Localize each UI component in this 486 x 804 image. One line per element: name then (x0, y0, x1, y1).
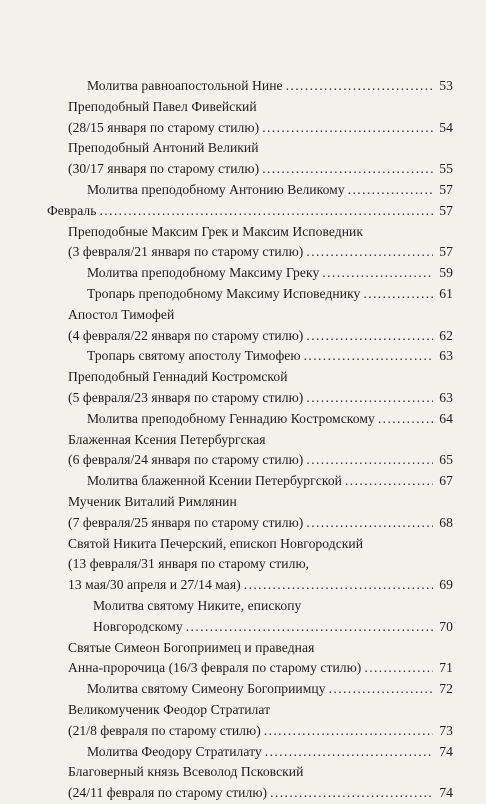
toc-entry (0, 388, 486, 409)
toc-entry-continued (0, 222, 486, 243)
toc-entry-continued (0, 367, 486, 388)
toc-page-number: 57 (439, 202, 453, 218)
dot-leader (265, 742, 433, 763)
toc-entry (0, 575, 486, 596)
dot-leader (306, 388, 433, 409)
toc-entry (0, 159, 486, 180)
toc-entry-title: Молитва равноапостольной Нине (87, 78, 283, 93)
toc-entry (0, 242, 486, 263)
toc-entry-continued (0, 700, 486, 721)
toc-entry-title: (7 февраля/25 января по старому стилю) (68, 514, 304, 530)
toc-page-number: 53 (439, 78, 453, 93)
dot-leader (329, 679, 433, 700)
toc-entry (0, 409, 486, 430)
toc-page-number: 57 (439, 244, 453, 260)
toc-entry (0, 742, 486, 763)
toc-entry-title: Молитва Феодору Стратилату (87, 743, 262, 759)
toc-page-number: 63 (439, 389, 453, 405)
toc-page-number: 74 (439, 743, 453, 759)
toc-page-number: 71 (439, 660, 453, 676)
toc-entry-title: Анна-пророчица (16/3 февраля по старому стилю) (68, 660, 362, 676)
toc-entry-title: Преподобный Антоний Великий (68, 140, 259, 156)
toc-entry-title: Молитва преподобному Максиму Греку (87, 265, 320, 281)
toc-entry (0, 658, 486, 679)
toc-page-number: 63 (439, 348, 453, 364)
toc-entry (0, 450, 486, 471)
dot-leader (363, 284, 433, 305)
toc-entry (0, 513, 486, 534)
toc-page-number: 57 (439, 181, 453, 197)
toc-entry-continued (0, 97, 486, 118)
toc-entry-title: Святые Симеон Богоприимец и праведная (68, 639, 315, 655)
dot-leader (345, 471, 433, 492)
dot-leader (286, 76, 433, 97)
table-of-contents (0, 76, 486, 804)
dot-leader (306, 326, 433, 347)
toc-page-number: 65 (439, 452, 453, 468)
toc-entry-continued (0, 534, 486, 555)
toc-entry-continued (0, 492, 486, 513)
toc-entry-title: Апостол Тимофей (68, 306, 175, 322)
toc-entry-title: Новгородскому (93, 618, 183, 634)
toc-entry-title: Великомученик Феодор Стратилат (68, 701, 271, 717)
dot-leader (262, 159, 433, 180)
toc-entry (0, 284, 486, 305)
toc-entry-title: (3 февраля/21 января по старому стилю) (68, 244, 304, 260)
toc-entry-continued (0, 596, 486, 617)
toc-page-number: 72 (439, 681, 453, 697)
dot-leader (378, 409, 433, 430)
toc-page-number: 54 (439, 119, 453, 135)
toc-entry-title: (4 февраля/22 января по старому стилю) (68, 327, 304, 343)
toc-entry-title: Молитва святому Никите, епископу (93, 597, 302, 613)
toc-entry (0, 76, 486, 97)
dot-leader (262, 118, 433, 139)
toc-entry-title: Тропарь преподобному Максиму Исповеднику (87, 285, 361, 301)
toc-entry (0, 346, 486, 367)
toc-entry-continued (0, 430, 486, 451)
toc-page-number: 55 (439, 161, 453, 177)
toc-entry-title: Блаженная Ксения Петербургская (68, 431, 266, 447)
toc-page-number: 70 (439, 618, 453, 634)
toc-entry-title: Мученик Виталий Римлянин (68, 493, 237, 509)
toc-entry-title: (30/17 января по старому стилю) (68, 161, 260, 177)
toc-page-number: 69 (439, 577, 453, 593)
toc-entry-title: (6 февраля/24 января по старому стилю) (68, 452, 304, 468)
toc-entry-continued (0, 138, 486, 159)
toc-entry-title: (13 февраля/31 января по старому стилю, (68, 556, 310, 572)
toc-entry-title: (5 февраля/23 января по старому стилю) (68, 389, 304, 405)
toc-entry-title: (24/11 февраля по старому стилю) (68, 785, 268, 801)
toc-entry-continued (0, 554, 486, 575)
dot-leader (364, 658, 433, 679)
toc-page-number: 61 (439, 285, 453, 301)
toc-entry-title: Молитва преподобному Геннадию Костромскому (87, 410, 375, 426)
toc-entry-continued (0, 762, 486, 783)
dot-leader (264, 721, 433, 742)
toc-entry-title: Февраль (47, 202, 97, 218)
dot-leader (306, 513, 433, 534)
toc-entry-continued (0, 305, 486, 326)
dot-leader (244, 575, 433, 596)
toc-entry-title: Молитва святому Симеону Богоприимцу (87, 681, 326, 697)
toc-entry (0, 679, 486, 700)
toc-page-number: 67 (439, 473, 453, 489)
toc-page-number: 59 (439, 265, 453, 281)
toc-entry (0, 471, 486, 492)
toc-entry-continued (0, 638, 486, 659)
toc-entry-title: Святой Никита Печерский, епископ Новгородский (68, 535, 364, 551)
toc-entry (0, 118, 486, 139)
toc-entry-title: (28/15 января по старому стилю) (68, 119, 260, 135)
dot-leader (322, 263, 433, 284)
toc-page-number: 68 (439, 514, 453, 530)
toc-entry (0, 617, 486, 638)
toc-entry (0, 180, 486, 201)
toc-entry-title: Благоверный князь Всеволод Псковский (68, 764, 304, 780)
toc-page-number: 73 (439, 722, 453, 738)
dot-leader (99, 201, 433, 222)
toc-entry-title: (21/8 февраля по старому стилю) (68, 722, 261, 738)
toc-entry-title: Преподобный Геннадий Костромской (68, 369, 288, 385)
dot-leader (304, 346, 433, 367)
toc-entry-title: Преподобный Павел Фивейский (68, 98, 257, 114)
toc-entry (0, 201, 486, 222)
dot-leader (306, 450, 433, 471)
toc-entry (0, 263, 486, 284)
dot-leader (348, 180, 433, 201)
toc-page-number: 64 (439, 410, 453, 426)
toc-page-number: 62 (439, 327, 453, 343)
toc-entry (0, 721, 486, 742)
toc-entry-title: 13 мая/30 апреля и 27/14 мая) (68, 577, 241, 593)
dot-leader (186, 617, 433, 638)
toc-entry-title: Тропарь святому апостолу Тимофею (87, 348, 301, 364)
toc-entry-title: Молитва блаженной Ксении Петербургской (87, 473, 342, 489)
toc-entry (0, 326, 486, 347)
dot-leader (306, 242, 433, 263)
toc-entry-title: Преподобные Максим Грек и Максим Исповедник (68, 223, 364, 239)
toc-entry-title: Молитва преподобному Антонию Великому (87, 181, 345, 197)
toc-page-number: 74 (439, 785, 453, 801)
